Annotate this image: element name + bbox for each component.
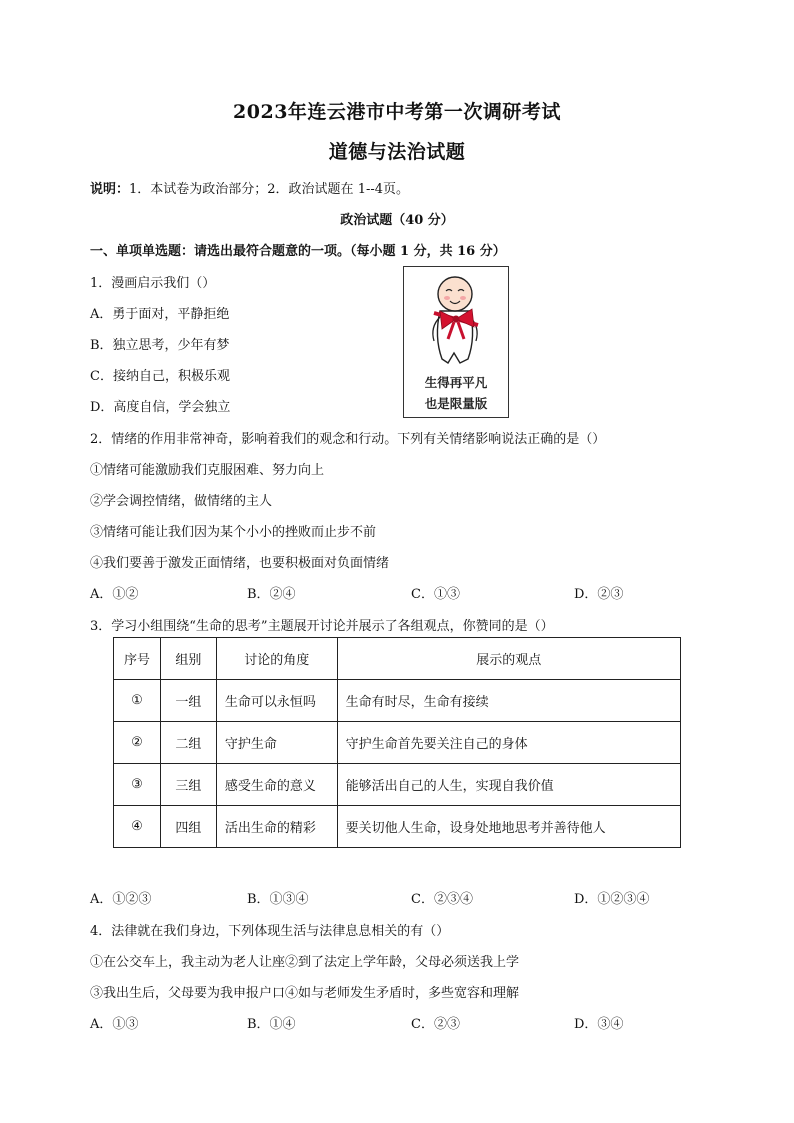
table-cell: 四组 [160,806,216,848]
table-cell: 能够活出自己的人生，实现自我价值 [337,764,680,806]
table-header-cell: 展示的观点 [337,638,680,680]
q2-item-3: ③情绪可能让我们因为某个小小的挫败而止步不前 [90,525,377,540]
exam-title: 2023年连云港市中考第一次调研考试 [233,101,561,123]
q4-option-d: D．③④ [574,1017,624,1032]
q4-items-line-2: ③我出生后，父母要为我申报户口④如与老师发生矛盾时，多些宽容和理解 [90,986,520,1001]
table-cell: ② [114,722,161,764]
q1-option-a: A．勇于面对，平静拒绝 [90,307,230,322]
q2-option-b: B．②④ [247,587,296,602]
instructions-label: 说明： [90,182,130,197]
q3-option-d: D．①②③④ [574,892,650,907]
cartoon-caption-line-2: 也是限量版 [424,396,488,411]
cartoon-figure-icon [404,267,508,372]
q2-item-1: ①情绪可能激励我们克服困难、努力向上 [90,463,325,478]
table-header-cell: 讨论的角度 [216,638,337,680]
table-cell: 活出生命的精彩 [216,806,337,848]
q3-option-b: B．①③④ [247,892,309,907]
q1-option-d: D．高度自信，学会独立 [90,400,231,415]
table-cell: ③ [114,764,161,806]
table-row [114,806,681,848]
table-cell: 生命可以永恒吗 [216,680,337,722]
section-title: 政治试题（40 分） [340,213,454,228]
table-cell: 三组 [160,764,216,806]
table-cell: 守护生命 [216,722,337,764]
q2-stem: 2．情绪的作用非常神奇，影响着我们的观念和行动。下列有关情绪影响说法正确的是（） [90,432,606,447]
table-cell: ④ [114,806,161,848]
instructions [90,178,409,197]
q3-option-a: A．①②③ [90,892,152,907]
q2-item-4: ④我们要善于激发正面情绪，也要积极面对负面情绪 [90,556,390,571]
table-row [114,764,681,806]
instructions-text: 1．本试卷为政治部分；2．政治试题在 1--4页。 [129,182,410,197]
q2-option-a: A．①② [90,587,139,602]
table-cell: 守护生命首先要关注自己的身体 [337,722,680,764]
q4-items-line-1: ①在公交车上，我主动为老人让座②到了法定上学年龄，父母必须送我上学 [90,955,520,970]
q2-option-d: D．②③ [574,587,624,602]
q1-cartoon [403,266,509,418]
q2-item-2: ②学会调控情绪，做情绪的主人 [90,494,273,509]
table-header-cell: 组别 [160,638,216,680]
table-row [114,680,681,722]
table-header-row [114,638,681,680]
q1-option-b: B．独立思考，少年有梦 [90,338,230,353]
table-cell: 二组 [160,722,216,764]
table-row [114,722,681,764]
q4-option-c: C．②③ [411,1017,460,1032]
q3-table [113,637,681,848]
table-cell: 一组 [160,680,216,722]
table-cell: 要关切他人生命，设身处地地思考并善待他人 [337,806,680,848]
q2-option-c: C．①③ [411,587,460,602]
q4-stem: 4．法律就在我们身边，下列体现生活与法律息息相关的有（） [90,924,450,939]
q1-stem: 1．漫画启示我们（） [90,276,216,291]
exam-subtitle: 道德与法治试题 [328,141,466,163]
part-one-heading: 一、单项单选题：请选出最符合题意的一项。（每小题 1 分，共 16 分） [90,244,506,259]
table-cell: 感受生命的意义 [216,764,337,806]
q1-option-c: C．接纳自己，积极乐观 [90,369,230,384]
q4-option-b: B．①④ [247,1017,296,1032]
cartoon-caption-line-1: 生得再平凡 [424,375,488,390]
table-header-cell: 序号 [114,638,161,680]
table-cell: 生命有时尽，生命有接续 [337,680,680,722]
q3-stem: 3．学习小组围绕“生命的思考”主题展开讨论并展示了各组观点，你赞同的是（） [90,619,554,634]
table-cell: ① [114,680,161,722]
q3-option-c: C．②③④ [411,892,473,907]
q4-option-a: A．①③ [90,1017,139,1032]
